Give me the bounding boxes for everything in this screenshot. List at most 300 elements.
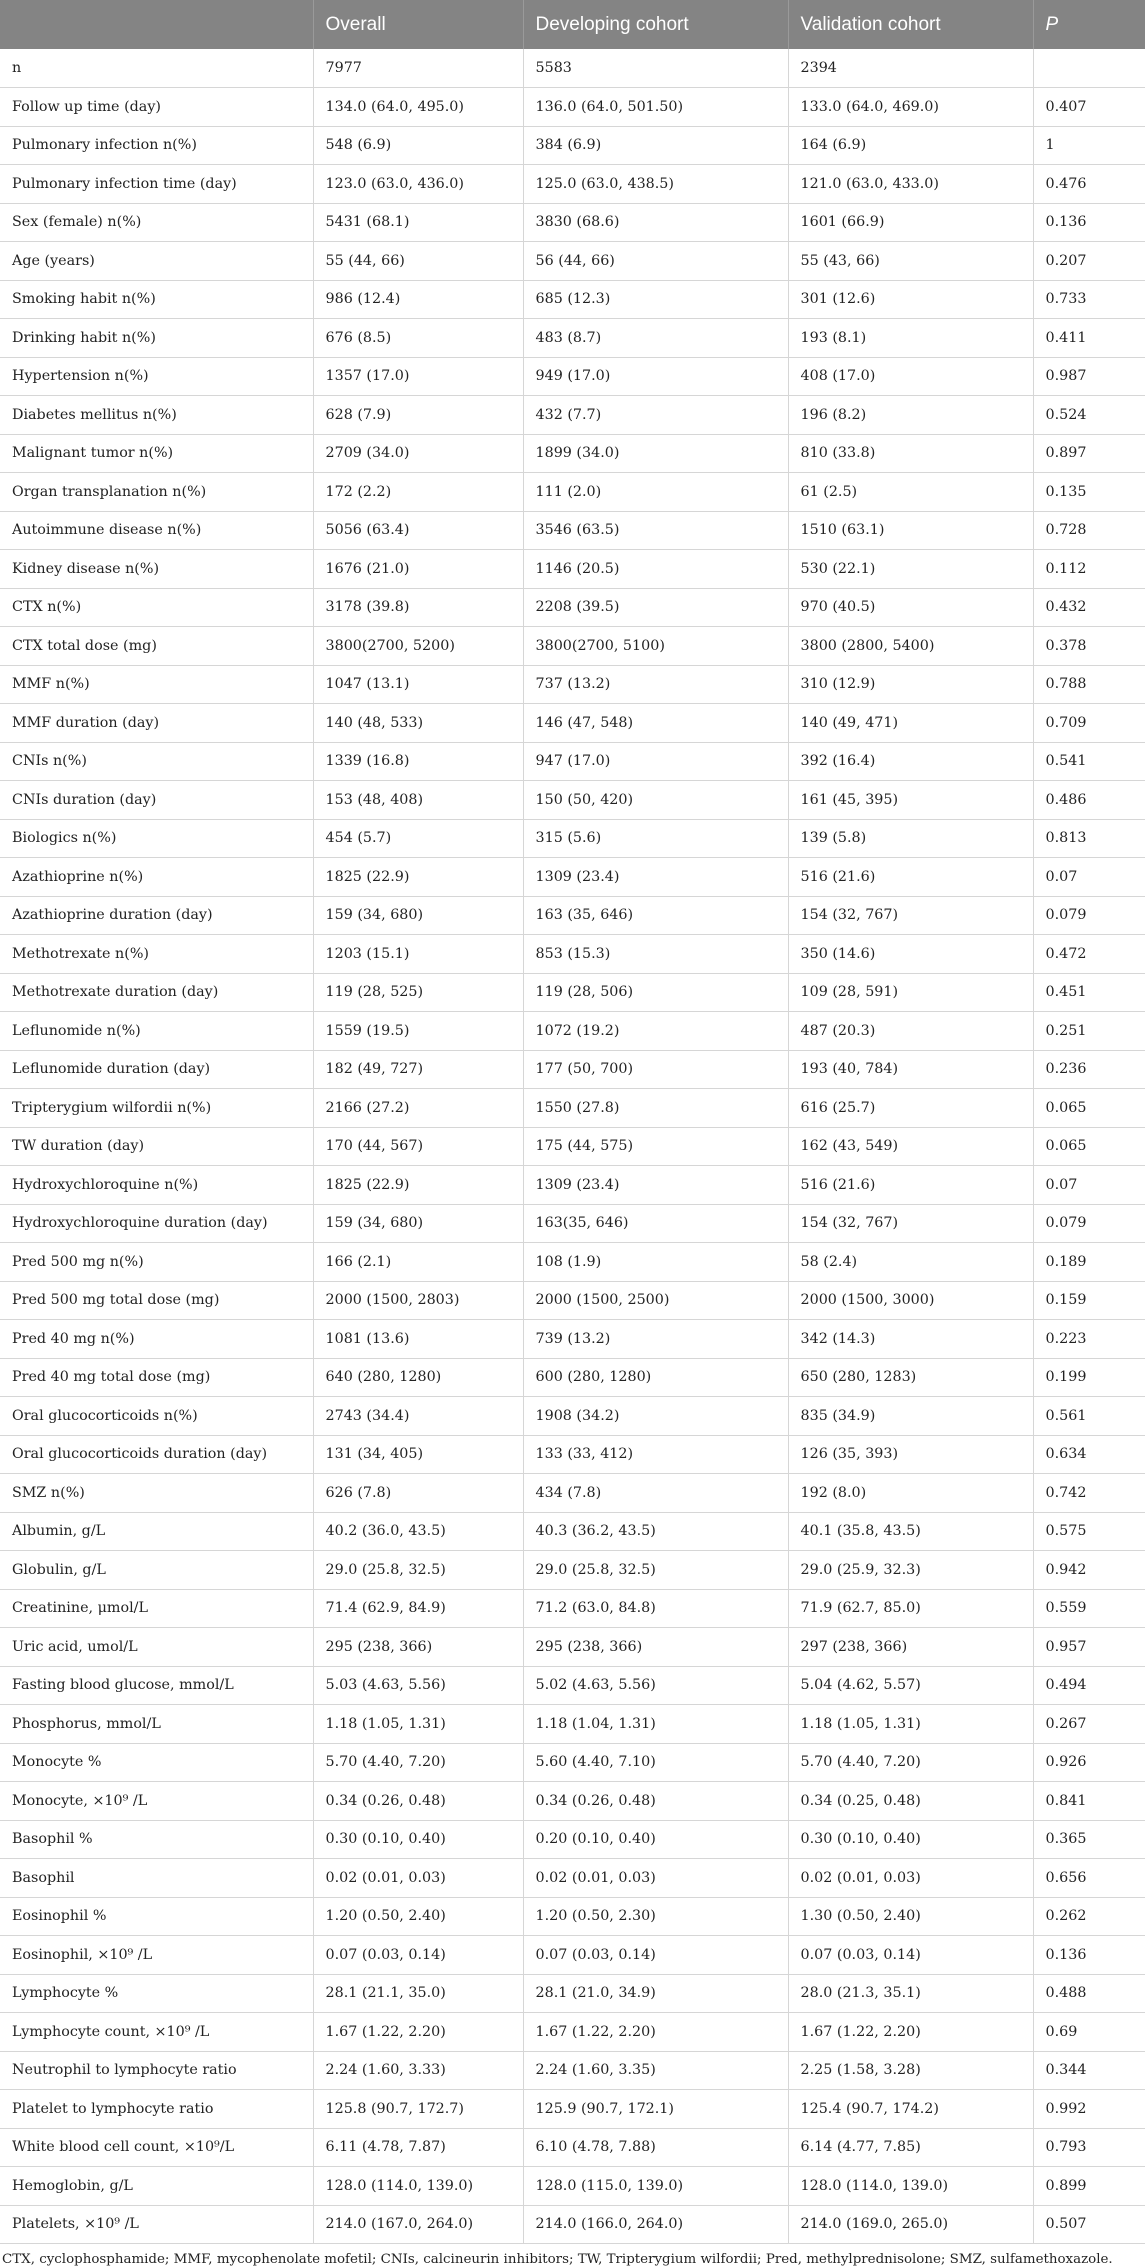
cell-variable: Creatinine, μmol/L [0,1589,313,1628]
cell-validation: 5.70 (4.40, 7.20) [788,1743,1033,1782]
cell-overall: 0.02 (0.01, 0.03) [313,1859,523,1898]
cell-validation: 2.25 (1.58, 3.28) [788,2051,1033,2090]
table-row [0,550,1145,589]
cell-p-value: 0.575 [1033,1512,1145,1551]
cell-variable: CTX total dose (mg) [0,627,313,666]
cell-validation: 193 (8.1) [788,319,1033,358]
cell-overall: 1047 (13.1) [313,665,523,704]
cell-p-value: 0.494 [1033,1666,1145,1705]
cell-developing: 3546 (63.5) [523,511,788,550]
table-row [0,627,1145,666]
table-row [0,88,1145,127]
cell-p-value: 0.223 [1033,1320,1145,1359]
table-row [0,319,1145,358]
cell-variable: Methotrexate duration (day) [0,973,313,1012]
cell-overall: 140 (48, 533) [313,704,523,743]
cell-p-value: 0.079 [1033,1204,1145,1243]
cell-variable: Oral glucocorticoids duration (day) [0,1435,313,1474]
cell-variable: Uric acid, umol/L [0,1628,313,1667]
table-row [0,973,1145,1012]
cell-developing: 1309 (23.4) [523,858,788,897]
cell-p-value: 0.136 [1033,203,1145,242]
cell-developing: 0.20 (0.10, 0.40) [523,1820,788,1859]
cell-overall: 40.2 (36.0, 43.5) [313,1512,523,1551]
cell-developing: 2.24 (1.60, 3.35) [523,2051,788,2090]
table-row [0,1512,1145,1551]
cell-developing: 295 (238, 366) [523,1628,788,1667]
cell-variable: Sex (female) n(%) [0,203,313,242]
cell-developing: 128.0 (115.0, 139.0) [523,2167,788,2206]
cell-overall: 153 (48, 408) [313,781,523,820]
cell-developing: 1072 (19.2) [523,1012,788,1051]
cell-p-value [1033,49,1145,88]
cell-variable: Platelets, ×10⁹ /L [0,2205,313,2244]
cell-validation: 55 (43, 66) [788,242,1033,281]
cell-validation: 2394 [788,49,1033,88]
table-row [0,1166,1145,1205]
cell-p-value: 0.488 [1033,1974,1145,2013]
cell-p-value: 0.07 [1033,858,1145,897]
cell-validation: 139 (5.8) [788,819,1033,858]
cell-developing: 40.3 (36.2, 43.5) [523,1512,788,1551]
cell-validation: 1.67 (1.22, 2.20) [788,2013,1033,2052]
cell-overall: 119 (28, 525) [313,973,523,1012]
cell-variable: Neutrophil to lymphocyte ratio [0,2051,313,2090]
cell-validation: 6.14 (4.77, 7.85) [788,2128,1033,2167]
table-row [0,896,1145,935]
cell-variable: Pred 40 mg total dose (mg) [0,1358,313,1397]
cell-variable: Drinking habit n(%) [0,319,313,358]
cell-p-value: 0.189 [1033,1243,1145,1282]
cell-developing: 108 (1.9) [523,1243,788,1282]
table-row [0,588,1145,627]
cell-developing: 146 (47, 548) [523,704,788,743]
cell-validation: 970 (40.5) [788,588,1033,627]
cell-developing: 56 (44, 66) [523,242,788,281]
cell-developing: 150 (50, 420) [523,781,788,820]
cell-overall: 5.03 (4.63, 5.56) [313,1666,523,1705]
cell-variable: Phosphorus, mmol/L [0,1705,313,1744]
table-row [0,1050,1145,1089]
cell-variable: MMF n(%) [0,665,313,704]
cell-validation: 29.0 (25.9, 32.3) [788,1551,1033,1590]
cell-p-value: 0.378 [1033,627,1145,666]
cell-validation: 835 (34.9) [788,1397,1033,1436]
table-row [0,434,1145,473]
cell-developing: 5583 [523,49,788,88]
cell-developing: 163 (35, 646) [523,896,788,935]
cell-variable: Oral glucocorticoids n(%) [0,1397,313,1436]
cell-overall: 1676 (21.0) [313,550,523,589]
cell-variable: Pred 500 mg n(%) [0,1243,313,1282]
cell-p-value: 0.634 [1033,1435,1145,1474]
cell-p-value: 0.788 [1033,665,1145,704]
table-row [0,280,1145,319]
cell-developing: 1146 (20.5) [523,550,788,589]
cell-p-value: 0.957 [1033,1628,1145,1667]
cell-overall: 170 (44, 567) [313,1127,523,1166]
cell-variable: Pred 40 mg n(%) [0,1320,313,1359]
cell-developing: 177 (50, 700) [523,1050,788,1089]
cell-p-value: 0.411 [1033,319,1145,358]
cell-p-value: 0.841 [1033,1782,1145,1821]
cell-validation: 1.18 (1.05, 1.31) [788,1705,1033,1744]
cell-p-value: 0.472 [1033,935,1145,974]
cell-variable: Globulin, g/L [0,1551,313,1590]
table-row [0,858,1145,897]
cell-validation: 61 (2.5) [788,473,1033,512]
cell-p-value: 0.251 [1033,1012,1145,1051]
cell-developing: 163(35, 646) [523,1204,788,1243]
cell-developing: 1550 (27.8) [523,1089,788,1128]
cell-developing: 434 (7.8) [523,1474,788,1513]
cell-developing: 1.20 (0.50, 2.30) [523,1897,788,1936]
cell-overall: 1081 (13.6) [313,1320,523,1359]
table-row [0,665,1145,704]
cell-variable: Azathioprine duration (day) [0,896,313,935]
cell-developing: 0.07 (0.03, 0.14) [523,1936,788,1975]
cell-variable: Pred 500 mg total dose (mg) [0,1281,313,1320]
table-row [0,1782,1145,1821]
cell-validation: 0.30 (0.10, 0.40) [788,1820,1033,1859]
cell-validation: 1.30 (0.50, 2.40) [788,1897,1033,1936]
table-row [0,2051,1145,2090]
table-row [0,1243,1145,1282]
cell-overall: 3178 (39.8) [313,588,523,627]
cell-validation: 140 (49, 471) [788,704,1033,743]
table-row [0,935,1145,974]
cell-validation: 2000 (1500, 3000) [788,1281,1033,1320]
table-row [0,2090,1145,2129]
table-row [0,1705,1145,1744]
cell-variable: CNIs duration (day) [0,781,313,820]
cell-overall: 1339 (16.8) [313,742,523,781]
cell-validation: 0.07 (0.03, 0.14) [788,1936,1033,1975]
cell-validation: 650 (280, 1283) [788,1358,1033,1397]
cell-p-value: 0.486 [1033,781,1145,820]
cell-variable: MMF duration (day) [0,704,313,743]
cell-variable: Biologics n(%) [0,819,313,858]
cell-validation: 28.0 (21.3, 35.1) [788,1974,1033,2013]
cell-developing: 1.67 (1.22, 2.20) [523,2013,788,2052]
cell-overall: 640 (280, 1280) [313,1358,523,1397]
cell-validation: 530 (22.1) [788,550,1033,589]
table-row [0,1089,1145,1128]
cell-overall: 986 (12.4) [313,280,523,319]
cell-overall: 0.34 (0.26, 0.48) [313,1782,523,1821]
cell-variable: CNIs n(%) [0,742,313,781]
cell-overall: 1559 (19.5) [313,1012,523,1051]
cell-validation: 40.1 (35.8, 43.5) [788,1512,1033,1551]
table-row [0,396,1145,435]
cell-developing: 315 (5.6) [523,819,788,858]
cell-validation: 126 (35, 393) [788,1435,1033,1474]
cell-developing: 1.18 (1.04, 1.31) [523,1705,788,1744]
header-cell-variable [0,0,313,49]
cell-validation: 297 (238, 366) [788,1628,1033,1667]
table-row [0,1435,1145,1474]
cell-validation: 3800 (2800, 5400) [788,627,1033,666]
cell-p-value: 0.112 [1033,550,1145,589]
cell-developing: 3830 (68.6) [523,203,788,242]
cell-validation: 121.0 (63.0, 433.0) [788,165,1033,204]
cell-developing: 3800(2700, 5100) [523,627,788,666]
cell-p-value: 0.987 [1033,357,1145,396]
cell-overall: 454 (5.7) [313,819,523,858]
cell-validation: 0.02 (0.01, 0.03) [788,1859,1033,1898]
cell-developing: 2208 (39.5) [523,588,788,627]
cell-validation: 164 (6.9) [788,126,1033,165]
table-row [0,1589,1145,1628]
cell-developing: 737 (13.2) [523,665,788,704]
table-row [0,1012,1145,1051]
cell-p-value: 0.524 [1033,396,1145,435]
cell-variable: Lymphocyte % [0,1974,313,2013]
table-row [0,203,1145,242]
cell-developing: 384 (6.9) [523,126,788,165]
cell-variable: TW duration (day) [0,1127,313,1166]
cell-overall: 2166 (27.2) [313,1089,523,1128]
cell-overall: 131 (34, 405) [313,1435,523,1474]
cell-developing: 5.60 (4.40, 7.10) [523,1743,788,1782]
cell-p-value: 0.507 [1033,2205,1145,2244]
cell-variable: Pulmonary infection n(%) [0,126,313,165]
cell-developing: 125.9 (90.7, 172.1) [523,2090,788,2129]
cell-variable: Kidney disease n(%) [0,550,313,589]
cell-validation: 154 (32, 767) [788,896,1033,935]
cell-developing: 853 (15.3) [523,935,788,974]
cell-p-value: 0.728 [1033,511,1145,550]
table-row [0,1127,1145,1166]
cell-p-value: 1 [1033,126,1145,165]
cell-overall: 1825 (22.9) [313,858,523,897]
cell-validation: 192 (8.0) [788,1474,1033,1513]
cell-p-value: 0.742 [1033,1474,1145,1513]
cell-p-value: 0.135 [1033,473,1145,512]
cell-overall: 3800(2700, 5200) [313,627,523,666]
cell-overall: 55 (44, 66) [313,242,523,281]
cell-developing: 5.02 (4.63, 5.56) [523,1666,788,1705]
cell-variable: Autoimmune disease n(%) [0,511,313,550]
cell-p-value: 0.899 [1033,2167,1145,2206]
header-cell-overall: Overall [313,0,523,49]
cell-overall: 626 (7.8) [313,1474,523,1513]
table-row [0,704,1145,743]
cell-overall: 628 (7.9) [313,396,523,435]
cell-developing: 949 (17.0) [523,357,788,396]
table-row [0,1320,1145,1359]
cell-variable: Platelet to lymphocyte ratio [0,2090,313,2129]
cell-developing: 6.10 (4.78, 7.88) [523,2128,788,2167]
cell-developing: 214.0 (166.0, 264.0) [523,2205,788,2244]
cell-validation: 487 (20.3) [788,1012,1033,1051]
cell-variable: Smoking habit n(%) [0,280,313,319]
cell-overall: 0.30 (0.10, 0.40) [313,1820,523,1859]
cell-p-value: 0.344 [1033,2051,1145,2090]
cell-developing: 175 (44, 575) [523,1127,788,1166]
cell-overall: 5.70 (4.40, 7.20) [313,1743,523,1782]
table-row [0,1474,1145,1513]
cell-developing: 29.0 (25.8, 32.5) [523,1551,788,1590]
table-row [0,126,1145,165]
table-row [0,1397,1145,1436]
table-row [0,1551,1145,1590]
cell-variable: Eosinophil, ×10⁹ /L [0,1936,313,1975]
cell-p-value: 0.942 [1033,1551,1145,1590]
table-row [0,2205,1145,2244]
cell-overall: 2.24 (1.60, 3.33) [313,2051,523,2090]
table-row [0,1666,1145,1705]
cell-overall: 2743 (34.4) [313,1397,523,1436]
cell-overall: 123.0 (63.0, 436.0) [313,165,523,204]
cell-variable: Hydroxychloroquine duration (day) [0,1204,313,1243]
cell-p-value: 0.561 [1033,1397,1145,1436]
table-row [0,473,1145,512]
cell-validation: 154 (32, 767) [788,1204,1033,1243]
cell-variable: Tripterygium wilfordii n(%) [0,1089,313,1128]
cell-p-value: 0.199 [1033,1358,1145,1397]
cell-variable: Diabetes mellitus n(%) [0,396,313,435]
table-row [0,2013,1145,2052]
table-row [0,357,1145,396]
cell-overall: 159 (34, 680) [313,896,523,935]
table-row [0,1358,1145,1397]
cell-variable: Hypertension n(%) [0,357,313,396]
table-row [0,2128,1145,2167]
cell-variable: Monocyte, ×10⁹ /L [0,1782,313,1821]
cell-p-value: 0.992 [1033,2090,1145,2129]
cell-validation: 392 (16.4) [788,742,1033,781]
cell-validation: 1510 (63.1) [788,511,1033,550]
cell-variable: Leflunomide duration (day) [0,1050,313,1089]
cell-variable: Eosinophil % [0,1897,313,1936]
cell-validation: 109 (28, 591) [788,973,1033,1012]
cell-validation: 214.0 (169.0, 265.0) [788,2205,1033,2244]
cell-developing: 2000 (1500, 2500) [523,1281,788,1320]
cell-developing: 685 (12.3) [523,280,788,319]
cell-validation: 342 (14.3) [788,1320,1033,1359]
cell-p-value: 0.065 [1033,1089,1145,1128]
table-row [0,1859,1145,1898]
cell-p-value: 0.236 [1033,1050,1145,1089]
table-header [0,0,1145,49]
cell-overall: 7977 [313,49,523,88]
cell-overall: 6.11 (4.78, 7.87) [313,2128,523,2167]
table-row [0,1936,1145,1975]
cell-overall: 1.18 (1.05, 1.31) [313,1705,523,1744]
table-row [0,1743,1145,1782]
cell-overall: 214.0 (167.0, 264.0) [313,2205,523,2244]
cell-validation: 125.4 (90.7, 174.2) [788,2090,1033,2129]
cell-overall: 2709 (34.0) [313,434,523,473]
cell-overall: 0.07 (0.03, 0.14) [313,1936,523,1975]
cell-overall: 1.20 (0.50, 2.40) [313,1897,523,1936]
cell-developing: 947 (17.0) [523,742,788,781]
cell-p-value: 0.476 [1033,165,1145,204]
table-row [0,1974,1145,2013]
cell-developing: 483 (8.7) [523,319,788,358]
table-row [0,511,1145,550]
cell-variable: Lymphocyte count, ×10⁹ /L [0,2013,313,2052]
header-cell-validation-cohort: Validation cohort [788,0,1033,49]
header-row [0,0,1145,49]
cell-developing: 739 (13.2) [523,1320,788,1359]
cell-developing: 111 (2.0) [523,473,788,512]
table-row [0,1897,1145,1936]
cell-developing: 1899 (34.0) [523,434,788,473]
table-row [0,165,1145,204]
table-row [0,1628,1145,1667]
cell-validation: 310 (12.9) [788,665,1033,704]
cell-p-value: 0.365 [1033,1820,1145,1859]
table-footnote: CTX, cyclophosphamide; MMF, mycophenolate mofetil; CNIs, calcineurin inhibitors; TW, Tripterygium wilfordii; Pred, methylprednisolone; SMZ, sulfamethoxazole. [2,2252,1113,2267]
cell-overall: 2000 (1500, 2803) [313,1281,523,1320]
cell-p-value: 0.793 [1033,2128,1145,2167]
header-cell-p-value: P [1045,13,1059,35]
cell-overall: 172 (2.2) [313,473,523,512]
cell-variable: Fasting blood glucose, mmol/L [0,1666,313,1705]
cell-validation: 162 (43, 549) [788,1127,1033,1166]
cell-validation: 71.9 (62.7, 85.0) [788,1589,1033,1628]
cell-developing: 125.0 (63.0, 438.5) [523,165,788,204]
cell-p-value: 0.432 [1033,588,1145,627]
cell-developing: 71.2 (63.0, 84.8) [523,1589,788,1628]
cell-overall: 1203 (15.1) [313,935,523,974]
cell-overall: 5431 (68.1) [313,203,523,242]
cell-overall: 166 (2.1) [313,1243,523,1282]
cell-validation: 516 (21.6) [788,1166,1033,1205]
cell-overall: 128.0 (114.0, 139.0) [313,2167,523,2206]
table-row [0,742,1145,781]
cell-validation: 5.04 (4.62, 5.57) [788,1666,1033,1705]
cell-p-value: 0.926 [1033,1743,1145,1782]
cell-variable: n [0,49,313,88]
cell-validation: 516 (21.6) [788,858,1033,897]
cell-p-value: 0.709 [1033,704,1145,743]
cell-overall: 29.0 (25.8, 32.5) [313,1551,523,1590]
cell-variable: Albumin, g/L [0,1512,313,1551]
cell-developing: 136.0 (64.0, 501.50) [523,88,788,127]
cell-developing: 28.1 (21.0, 34.9) [523,1974,788,2013]
cell-variable: Hemoglobin, g/L [0,2167,313,2206]
cell-variable: Age (years) [0,242,313,281]
cell-overall: 28.1 (21.1, 35.0) [313,1974,523,2013]
cell-variable: Azathioprine n(%) [0,858,313,897]
cell-validation: 196 (8.2) [788,396,1033,435]
table-row [0,1204,1145,1243]
cell-validation: 350 (14.6) [788,935,1033,974]
cell-overall: 159 (34, 680) [313,1204,523,1243]
table-row [0,781,1145,820]
cell-p-value: 0.267 [1033,1705,1145,1744]
cell-p-value: 0.733 [1033,280,1145,319]
cell-validation: 128.0 (114.0, 139.0) [788,2167,1033,2206]
table-row [0,2167,1145,2206]
cell-p-value: 0.541 [1033,742,1145,781]
cell-variable: CTX n(%) [0,588,313,627]
cell-overall: 125.8 (90.7, 172.7) [313,2090,523,2129]
cell-variable: White blood cell count, ×10⁹/L [0,2128,313,2167]
table-row [0,242,1145,281]
cell-variable: Malignant tumor n(%) [0,434,313,473]
cell-validation: 1601 (66.9) [788,203,1033,242]
cell-p-value: 0.69 [1033,2013,1145,2052]
cell-variable: Pulmonary infection time (day) [0,165,313,204]
cell-p-value: 0.451 [1033,973,1145,1012]
header-cell-developing-cohort: Developing cohort [523,0,788,49]
cell-overall: 676 (8.5) [313,319,523,358]
cell-validation: 408 (17.0) [788,357,1033,396]
